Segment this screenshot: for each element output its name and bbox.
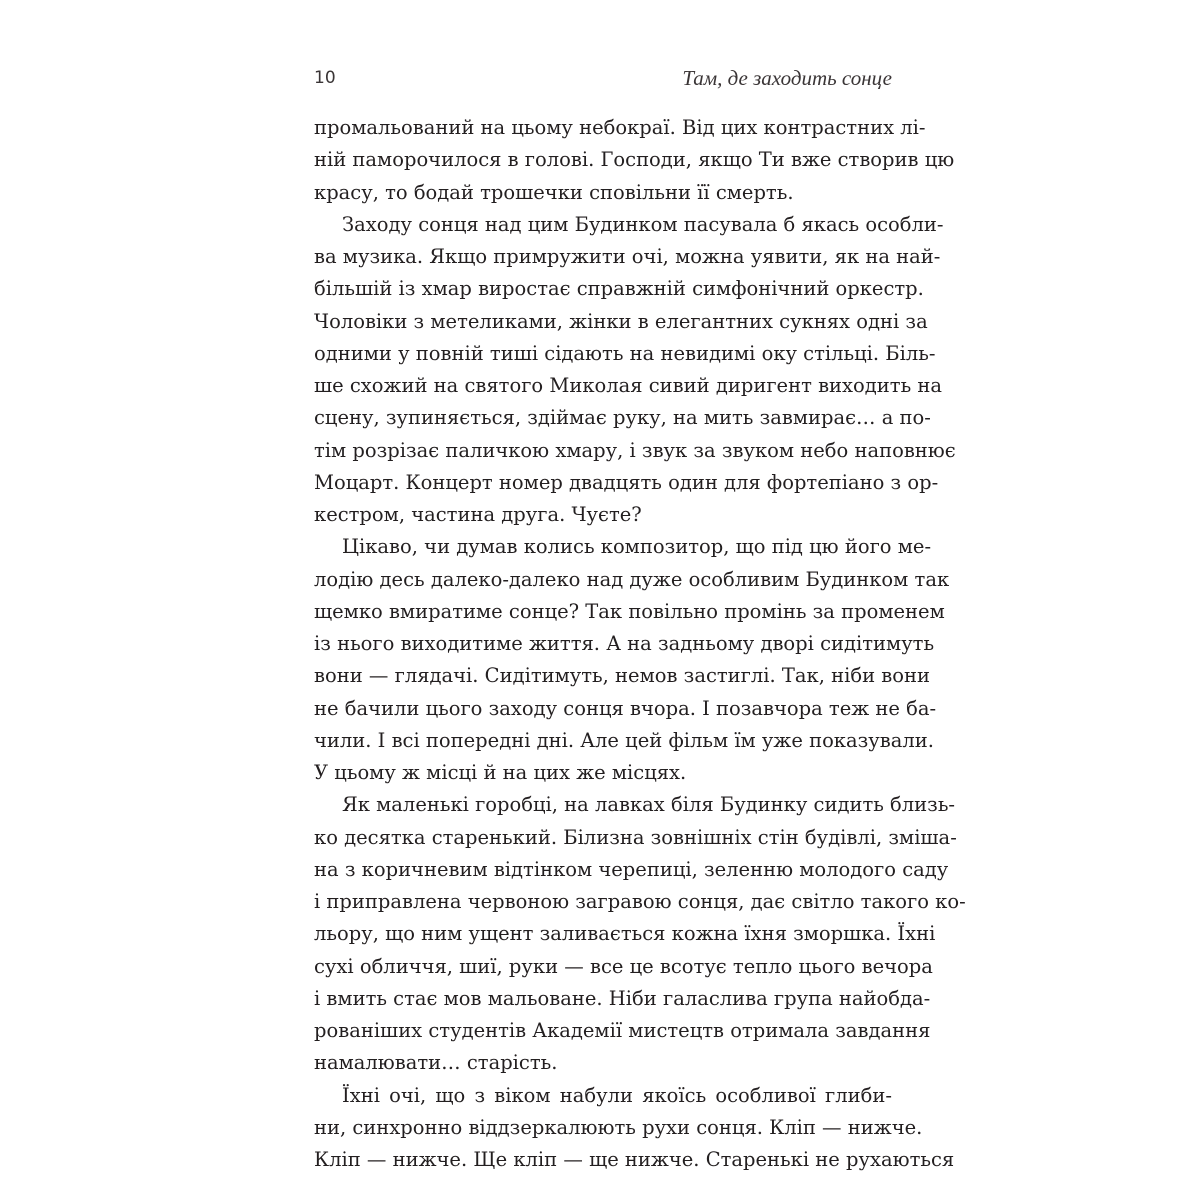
- text-line: щемко вмиратиме сонце? Так повільно промінь за променем: [314, 599, 945, 623]
- text-line: рованіших студентів Академії мистецтв отримала завдання: [314, 1019, 931, 1042]
- text-line: і приправлена червоною загравою сонця, дає світло такого ко-: [314, 890, 966, 913]
- text-line: із нього виходитиме життя. А на задньому дворі сидітимуть: [314, 632, 935, 655]
- text-line: сухі обличчя, шиї, руки — все це всотує тепло цього вечора: [314, 954, 933, 978]
- text-line: Чоловіки з метеликами, жінки в елегантних сукнях одні за: [314, 309, 928, 333]
- text-line: кестром, частина друга. Чуєте?: [314, 503, 642, 526]
- text-line: і вмить стає мов мальоване. Ніби галаслива група найобда-: [314, 986, 931, 1010]
- book-page: [314, 62, 966, 1176]
- text-line: намалювати… старість.: [314, 1051, 558, 1075]
- text-line: льору, що ним ущент заливається кожна їхня зморшка. Їхні: [314, 922, 936, 946]
- text-line: ше схожий на святого Миколая сивий диригент виходить на: [314, 374, 943, 397]
- text-line: У цьому ж місці й на цих же місцях.: [314, 761, 687, 784]
- page-number: 10: [314, 68, 336, 88]
- text-line: лодію десь далеко-далеко над дуже особливим Будинком так: [314, 567, 950, 591]
- text-line: промальований на цьому небокраї. Від цих контрастних лі-: [314, 116, 926, 139]
- body-text: [314, 112, 966, 1176]
- text-line: Моцарт. Концерт номер двадцять один для фортепіано з ор-: [314, 470, 939, 494]
- text-line: ва музика. Якщо примружити очі, можна уявити, як на най-: [314, 245, 941, 268]
- page-header: [314, 62, 892, 94]
- text-line: Цікаво, чи думав колись композитор, що під цю його ме-: [342, 535, 932, 559]
- running-title: Там, де заходить сонце: [682, 66, 892, 90]
- text-line: більшій із хмар виростає справжній симфонічний оркестр.: [314, 277, 924, 301]
- text-line: на з коричневим відтінком черепиці, зеленню молодого саду: [314, 857, 949, 881]
- text-line: Заходу сонця над цим Будинком пасувала б якась особли-: [342, 212, 944, 236]
- text-line: сцену, зупиняється, здіймає руку, на мить завмирає… а по-: [314, 406, 931, 430]
- text-line: ни, синхронно віддзеркалюють рухи сонця. Кліп — нижче.: [314, 1115, 923, 1139]
- text-line: Кліп — нижче. Ще кліп — ще нижче. Старенькі не рухаються: [314, 1148, 955, 1171]
- text-line: тім розрізає паличкою хмару, і звук за звуком небо наповнює: [314, 438, 956, 462]
- text-line: ній паморочилося в голові. Господи, якщо Ти вже створив цю: [314, 148, 955, 172]
- text-line: красу, то бодай трошечки сповільни її смерть.: [314, 180, 794, 204]
- text-line: вони — глядачі. Сидітимуть, немов застиглі. Так, ніби вони: [314, 664, 930, 688]
- text-line: одними у повній тиші сідають на невидимі оку стільці. Біль-: [314, 341, 936, 365]
- text-line: Як маленькі горобці, на лавках біля Будинку сидить близь-: [342, 793, 956, 817]
- text-line: Їхні очі, що з віком набули якоїсь особливої глиби-: [342, 1083, 892, 1107]
- text-line: не бачили цього заходу сонця вчора. І позавчора теж не ба-: [314, 696, 937, 720]
- text-line: ко десятка старенький. Білизна зовнішніх стін будівлі, зміша-: [314, 825, 957, 849]
- text-line: чили. І всі попередні дні. Але цей фільм їм уже показували.: [314, 728, 934, 752]
